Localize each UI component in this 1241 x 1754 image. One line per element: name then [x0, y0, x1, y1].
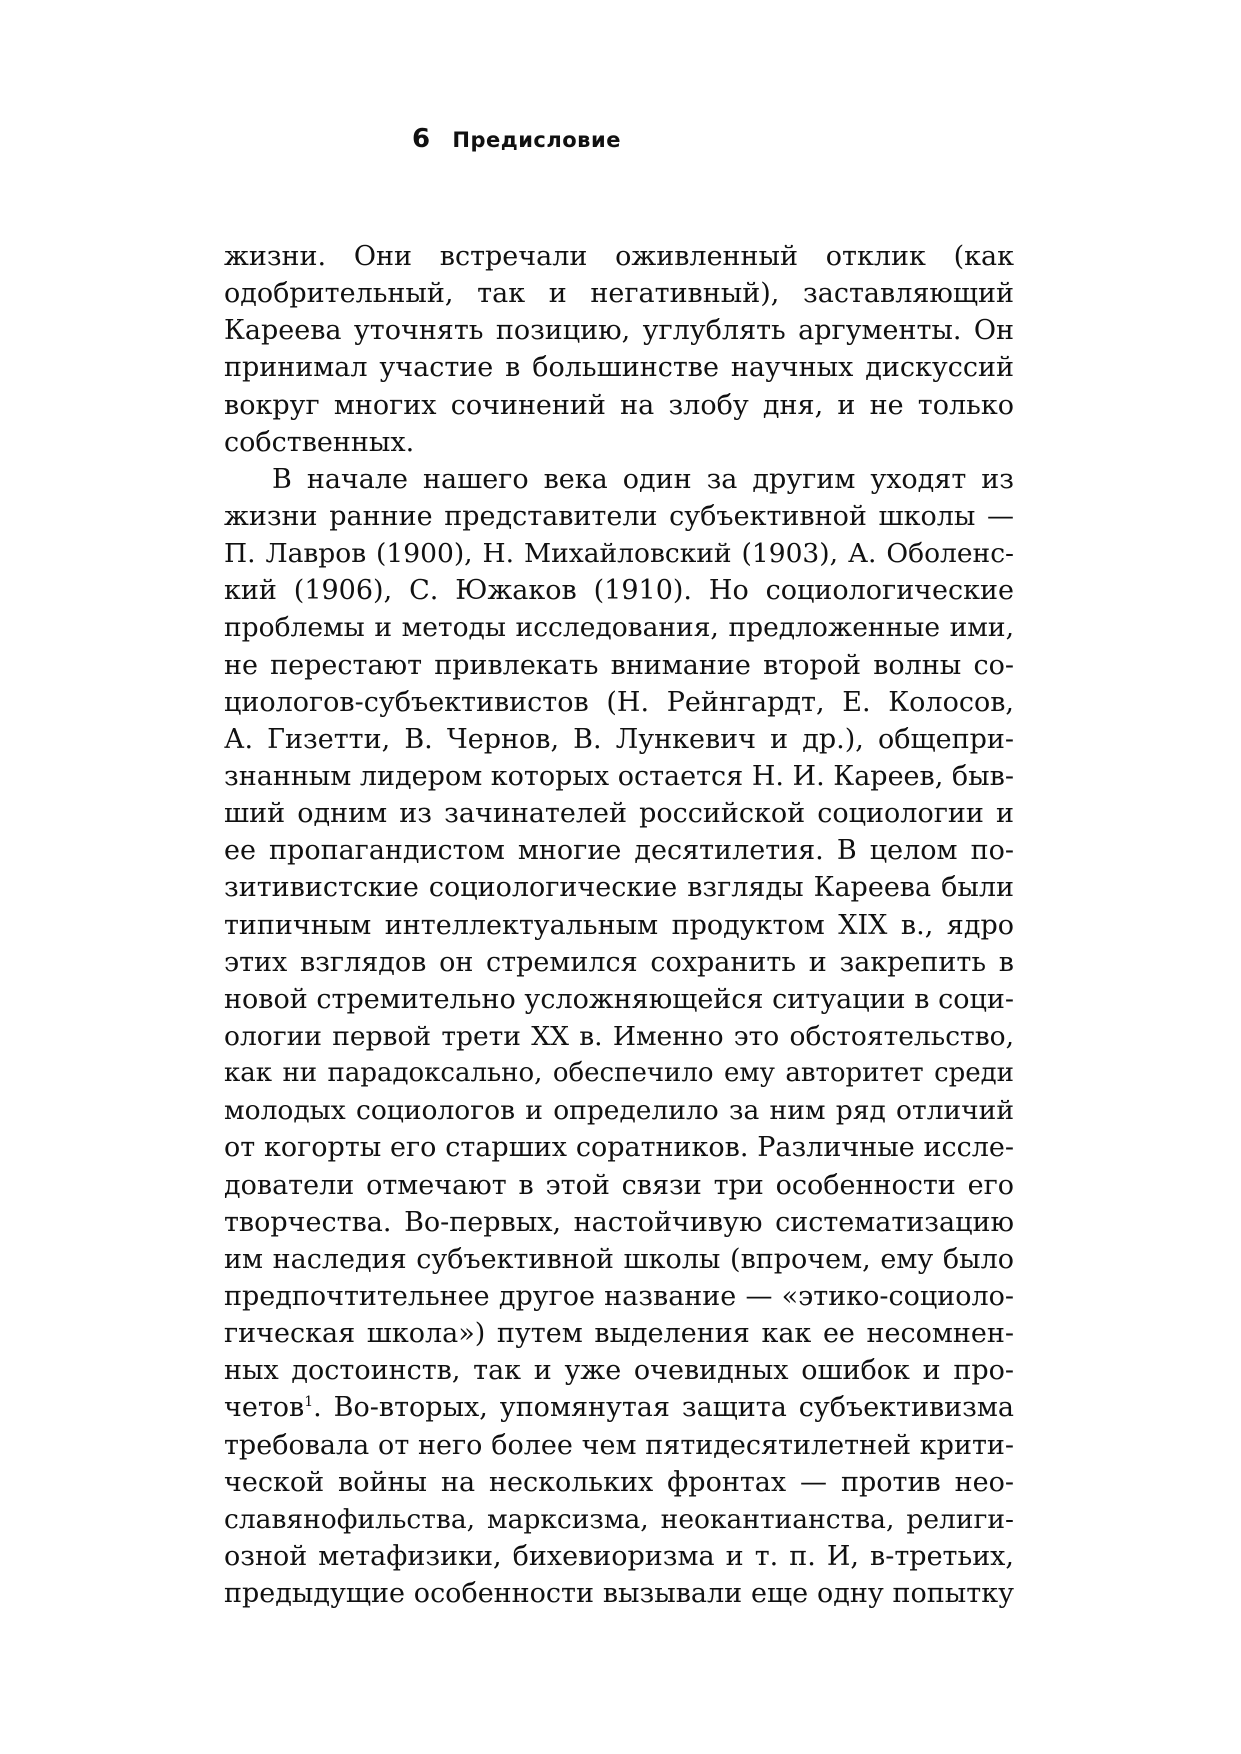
text-segment: . Во-вторых, упомянутая защита субъективизма [313, 1392, 1014, 1424]
text-line: не перестают привлекать внимание второй волны со- [224, 649, 1014, 681]
text-line-with-footnote [224, 1389, 1014, 1426]
text-line: творчества. Во-первых, настойчивую систематизацию [224, 1206, 1014, 1238]
text-line: собственных. [224, 426, 415, 458]
text-line: А. Гизетти, В. Чернов, В. Лункевич и др.), общепри- [224, 723, 1014, 755]
text-line: циологов-субъективистов (Н. Рейнгардт, Е. Колосов, [224, 686, 1014, 718]
text-line: П. Лавров (1900), Н. Михайловский (1903), А. Оболенс- [224, 538, 1014, 570]
text-line: им наследия субъективной школы (впрочем, ему было [224, 1243, 1014, 1275]
text-line: принимал участие в большинстве научных дискуссий [224, 352, 1014, 384]
text-line: Кареева уточнять позицию, углублять аргументы. Он [224, 315, 1014, 347]
text-line: вокруг многих сочинений на злобу дня, и не только [224, 389, 1014, 421]
text-segment: четов [224, 1392, 305, 1424]
page-number: 6 [412, 124, 431, 154]
paragraph-start-line: В начале нашего века один за другим уходят из [272, 463, 1014, 495]
footnote-marker: 1 [304, 1394, 314, 1411]
text-line: зитивистские социологические взгляды Кареева были [224, 872, 1014, 904]
text-line: предпочтительнее другое название — «этико-социоло- [224, 1280, 1014, 1312]
text-line: гическая школа») путем выделения как ее несомнен- [224, 1318, 1014, 1350]
section-title: Предисловие [452, 128, 621, 152]
text-line: типичным интеллектуальным продуктом XIX в., ядро [224, 909, 1014, 941]
text-line: требовала от него более чем пятидесятилетней крити- [224, 1429, 1014, 1461]
text-line: жизни. Они встречали оживленный отклик (как [224, 241, 1014, 272]
text-line: знанным лидером которых остается Н. И. Кареев, быв- [224, 760, 1014, 792]
text-line: славянофильства, марксизма, неокантианства, религи- [224, 1503, 1014, 1535]
text-line: новой стремительно усложняющейся ситуации в соци- [224, 983, 1014, 1015]
text-line: от когорты его старших соратников. Различные иссле- [224, 1132, 1014, 1164]
text-line: ее пропагандистом многие десятилетия. В целом по- [224, 835, 1014, 867]
text-line: одобрительный, так и негативный), заставляющий [224, 278, 1014, 310]
text-line: предыдущие особенности вызывали еще одну попытку [224, 1578, 1014, 1610]
text-line: жизни ранние представители субъективной школы — [224, 500, 1014, 532]
text-line: ных достоинств, так и уже очевидных ошибок и про- [224, 1355, 1014, 1387]
text-line: ший одним из зачинателей российской социологии и [224, 798, 1014, 830]
text-line: как ни парадоксально, обеспечило ему авторитет среди [224, 1058, 1014, 1089]
text-line: ческой войны на нескольких фронтах — против нео- [224, 1466, 1014, 1498]
text-line: ологии первой трети XX в. Именно это обстоятельство, [224, 1020, 1014, 1052]
text-line: дователи отмечают в этой связи три особенности его [224, 1169, 1014, 1201]
text-line: озной метафизики, бихевиоризма и т. п. И, в-третьих, [224, 1540, 1014, 1572]
body-text [224, 238, 1014, 1612]
running-head [412, 124, 621, 154]
text-line: кий (1906), С. Южаков (1910). Но социологические [224, 575, 1014, 607]
text-line: этих взглядов он стремился сохранить и закрепить в [224, 946, 1014, 978]
text-line: проблемы и методы исследования, предложенные ими, [224, 612, 1014, 644]
text-line: молодых социологов и определило за ним ряд отличий [224, 1095, 1014, 1127]
